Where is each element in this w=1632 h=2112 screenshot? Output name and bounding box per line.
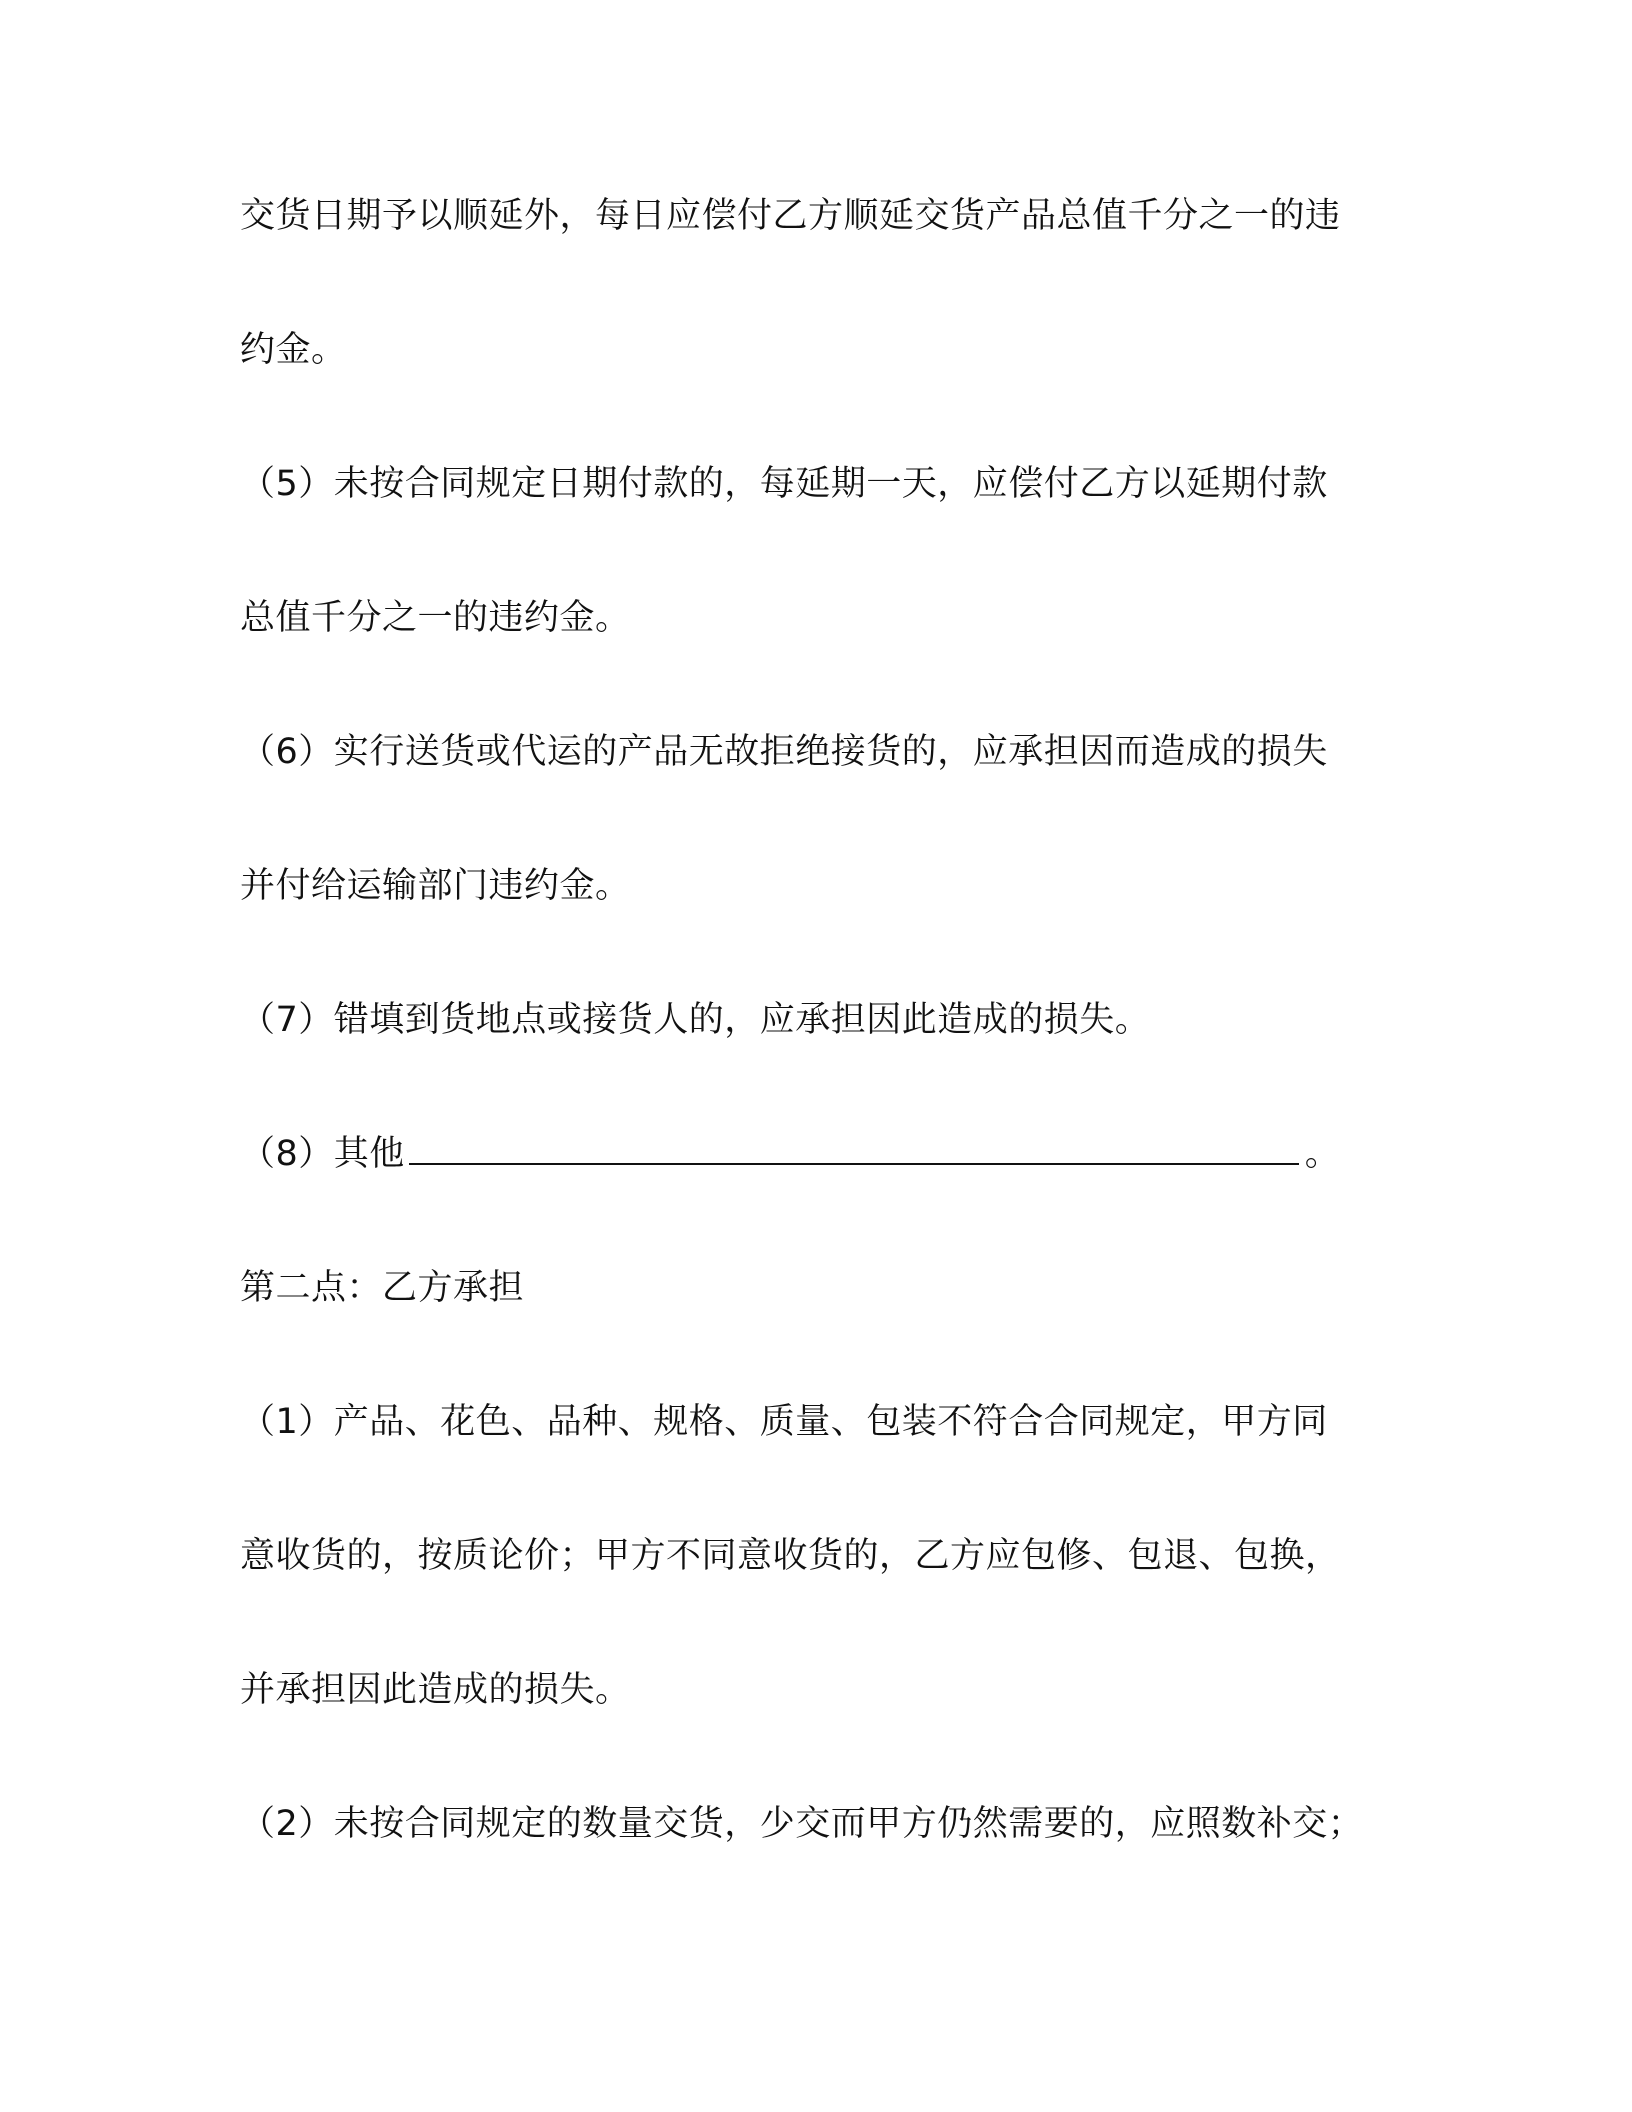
other-item-line (240, 1126, 1380, 1182)
paragraph-line: （5）未按合同规定日期付款的，每延期一天，应偿付乙方以延期付款 (240, 464, 1328, 504)
section-heading: 第二点：乙方承担 (240, 1268, 525, 1308)
paragraph-line: 约金。 (240, 330, 347, 370)
paragraph-line: 并承担因此造成的损失。 (240, 1670, 631, 1710)
paragraph-line: 意收货的，按质论价；甲方不同意收货的，乙方应包修、包退、包换， (240, 1536, 1341, 1576)
fill-in-blank[interactable] (409, 1133, 1299, 1165)
paragraph-line: 交货日期予以顺延外，每日应偿付乙方顺延交货产品总值千分之一的违 (240, 196, 1341, 236)
other-item-label: （8）其他 (240, 1134, 405, 1174)
paragraph-line: （7）错填到货地点或接货人的，应承担因此造成的损失。 (240, 1000, 1151, 1040)
paragraph-line: （6）实行送货或代运的产品无故拒绝接货的，应承担因而造成的损失 (240, 732, 1328, 772)
paragraph-line: （2）未按合同规定的数量交货，少交而甲方仍然需要的，应照数补交； (240, 1804, 1364, 1844)
paragraph-line: 总值千分之一的违约金。 (240, 598, 631, 638)
other-item-end: 。 (1304, 1134, 1341, 1174)
paragraph-line: 并付给运输部门违约金。 (240, 866, 631, 906)
paragraph-line: （1）产品、花色、品种、规格、质量、包装不符合合同规定，甲方同 (240, 1402, 1328, 1442)
